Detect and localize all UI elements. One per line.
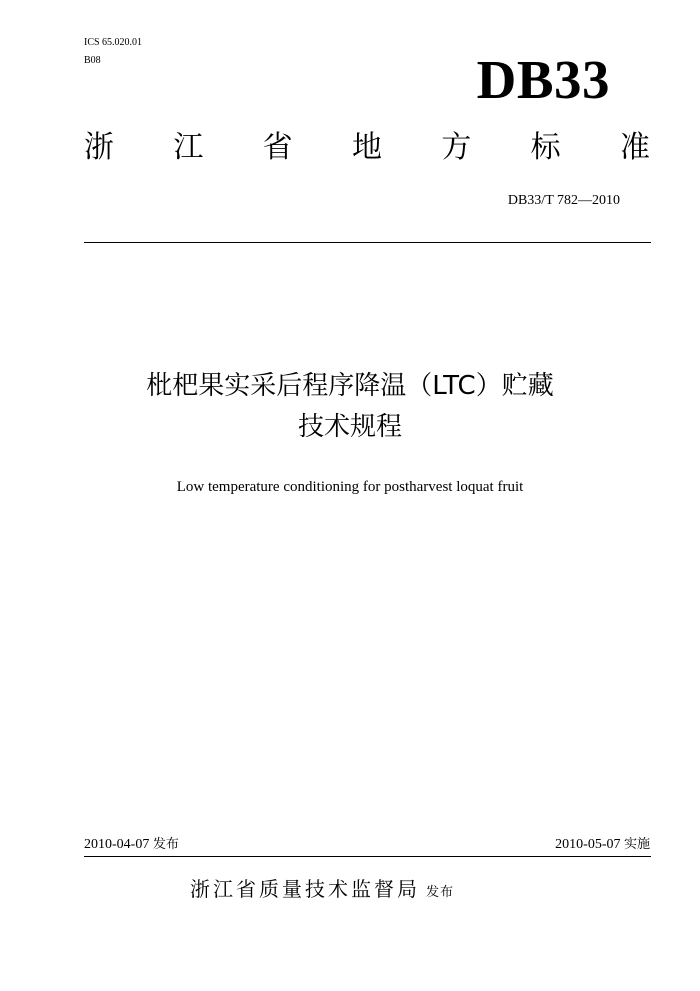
chinese-title bbox=[0, 366, 700, 448]
standard-type-char: 地 bbox=[351, 130, 382, 165]
standard-type-char: 江 bbox=[173, 130, 204, 165]
implement-date: 2010-05-07 bbox=[555, 837, 621, 852]
ics-code: ICS 65.020.01 bbox=[84, 37, 143, 48]
ccs-code: B08 bbox=[84, 55, 101, 66]
standard-type-char: 准 bbox=[619, 130, 650, 165]
implement-label: 实施 bbox=[623, 837, 650, 852]
publisher-line bbox=[190, 874, 454, 908]
issue-date: 2010-04-07 bbox=[84, 837, 150, 852]
standard-type-char: 浙 bbox=[84, 130, 114, 165]
publish-word: 发布 bbox=[426, 885, 455, 900]
footer-divider bbox=[84, 856, 651, 857]
standard-type-char: 方 bbox=[441, 130, 472, 165]
issue-date-block bbox=[84, 835, 179, 855]
chinese-title-line-1: 枇杷果实采后程序降温（LTC）贮藏 bbox=[146, 371, 554, 401]
issue-label: 发布 bbox=[152, 837, 179, 852]
standard-type-heading bbox=[84, 128, 650, 168]
header-divider bbox=[84, 242, 651, 243]
standard-type-char: 省 bbox=[262, 130, 293, 165]
implement-date-block bbox=[555, 835, 650, 855]
standard-number: DB33/T 782—2010 bbox=[507, 193, 620, 208]
standard-code-mark: DB33 bbox=[476, 49, 610, 110]
english-title: Low temperature conditioning for postharvest loquat fruit bbox=[176, 479, 524, 495]
standard-type-char: 标 bbox=[530, 130, 561, 165]
publisher-name: 浙江省质量技术监督局 bbox=[190, 877, 420, 901]
chinese-title-line-2: 技术规程 bbox=[297, 412, 402, 442]
